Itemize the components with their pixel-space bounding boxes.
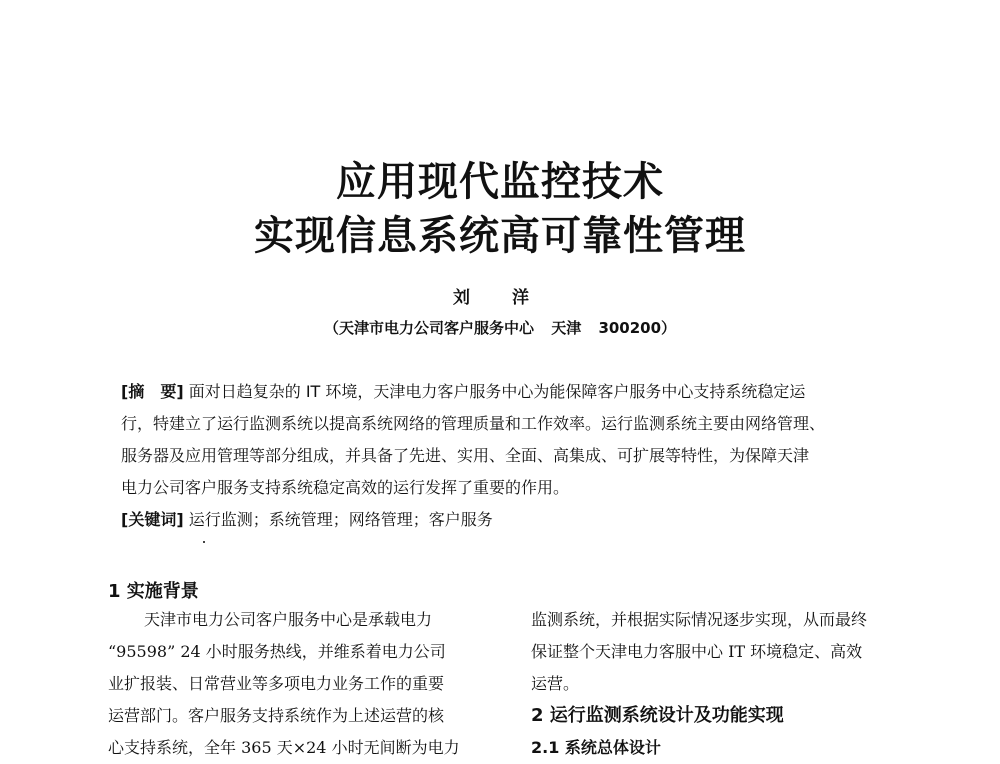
abstract-line: 电力公司客户服务支持系统稳定高效的运行发挥了重要的作用。 bbox=[121, 478, 570, 497]
abstract-block bbox=[121, 376, 881, 536]
stray-mark bbox=[203, 541, 205, 543]
keywords-line bbox=[121, 504, 881, 536]
subsection-2-1-heading: 2.1 系统总体设计 bbox=[531, 738, 661, 757]
abstract-line bbox=[121, 376, 881, 408]
body-line: 天津市电力公司客户服务中心是承载电力 bbox=[144, 610, 433, 629]
affiliation-org: （天津市电力公司客户服务中心 bbox=[323, 319, 534, 337]
abstract-line: 服务器及应用管理等部分组成，并具备了先进、实用、全面、高集成、可扩展等特性，为保障天津 bbox=[121, 446, 810, 465]
body-line: 保证整个天津电力客服中心 IT 环境稳定、高效 bbox=[531, 642, 863, 661]
affiliation-postcode: 300200） bbox=[598, 319, 677, 337]
body-line: 运营部门。客户服务支持系统作为上述运营的核 bbox=[108, 706, 445, 725]
left-column bbox=[108, 604, 478, 764]
section-1-heading: 1 实施背景 bbox=[108, 581, 199, 602]
author-name: 刘 洋 bbox=[453, 288, 547, 308]
body-line: “95598” 24 小时服务热线，并维系着电力公司 bbox=[108, 642, 446, 661]
affiliation-city: 天津 bbox=[551, 319, 582, 337]
section-2-heading: 2 运行监测系统设计及功能实现 bbox=[531, 705, 784, 726]
body-line: 心支持系统，全年 365 天×24 小时无间断为电力 bbox=[108, 738, 460, 757]
affiliation bbox=[0, 317, 1000, 338]
paper-title-line-1: 应用现代监控技术 bbox=[336, 158, 664, 205]
abstract-line: 行，特建立了运行监测系统以提高系统网络的管理质量和工作效率。运行监测系统主要由网络管理、 bbox=[121, 414, 826, 433]
keywords-text: 运行监测；系统管理；网络管理；客户服务 bbox=[188, 510, 493, 529]
abstract-text: 面对日趋复杂的 IT 环境，天津电力客户服务中心为能保障客户服务中心支持系统稳定运 bbox=[188, 382, 806, 401]
keywords-label: [关键词] bbox=[121, 510, 184, 529]
paper-title-line-2: 实现信息系统高可靠性管理 bbox=[254, 212, 746, 259]
body-line: 运营。 bbox=[531, 674, 580, 693]
right-column bbox=[531, 604, 901, 764]
abstract-label: [摘 要] bbox=[121, 382, 184, 401]
body-line: 监测系统，并根据实际情况逐步实现，从而最终 bbox=[531, 610, 868, 629]
body-line: 业扩报装、日常营业等多项电力业务工作的重要 bbox=[108, 674, 445, 693]
